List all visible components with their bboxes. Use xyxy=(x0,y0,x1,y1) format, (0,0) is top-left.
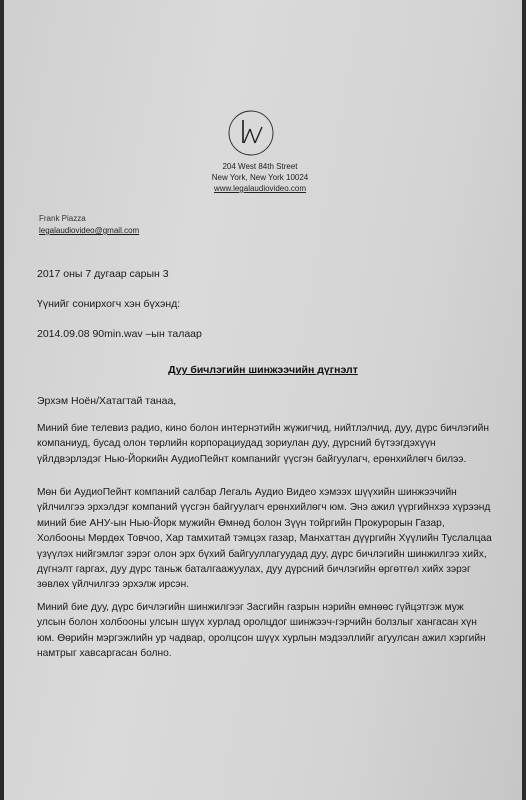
salutation: Эрхэм Ноён/Хатагтай танаа, xyxy=(37,395,177,407)
reference-line: 2014.09.08 90min.wav –ын талаар xyxy=(37,328,202,340)
paragraph-2: Мөн би АудиоПейнт компаний салбар Легаль Аудио Видео хэмээх шүүхийн шинжээчийн үйлчилгээ эрхэлдэг компаний үүсгэн байгуулагч ерөнхийлөгч юм. Энэ ажил үүргийнхээ хүрээнд миний бие АНУ-ын Нью-Йорк мужийн Өмнөд болон Зүүн тойргийн Прокурорын Газар, Холбооны Мөрдөх Товчоо, Хар тамхитай тэмцэх газар, Манхаттан дүүргийн Хүүлийн Туслалцаа үзүүлэх нийгэмлэг зэрэг олон эрх бүхий байгууллагуудад дуу, дүрс бичлэгийн шинжилгээ хийх, дүгнэлт гаргах, дуу дүрс таньж баталгаажуулах, дуу дүрсний бичлэгийн өргөтгөл хийх зэрэг зөвлөх үйлчилгээ эрхэлж ирсэн. xyxy=(37,487,492,591)
letter-date: 2017 оны 7 дугаар сарын 3 xyxy=(37,268,169,280)
lav-logo xyxy=(227,109,275,157)
paragraph-3: Миний бие дуу, дүрс бичлэгийн шинжилгээг Засгийн газрын нэрийн өмнөөс гүйцэтгэж муж улсын болон холбооны улсын шүүх хурлад оролцдог шинжээч-гэрчийн болзлыг хангасан хүн юм. Өөрийн мэргэжлийн ур чадвар, оролцсон шүүх хурлын мэдээллийг агуулсан ажил хэргийн намтрыг хавсаргасан болно. xyxy=(37,602,486,660)
addressee: Үүнийг сонирхогч хэн бүхэнд: xyxy=(37,298,181,310)
address-line-1: 204 West 84th Street xyxy=(222,162,298,171)
sender-block xyxy=(39,213,139,237)
letterhead-address xyxy=(154,161,366,194)
address-line-2: New York, New York 10024 xyxy=(211,173,309,182)
website-link[interactable]: www.legalaudiovideo.com xyxy=(213,184,307,193)
sender-email-link[interactable]: legalaudiovideo@gmail.com xyxy=(39,226,140,235)
letter-page xyxy=(4,0,522,800)
document-title: Дуу бичлэгийн шинжээчийн дүгнэлт xyxy=(168,364,358,376)
paragraph-1: Миний бие телевиз радио, кино болон интернэтийн жүжигчид, нийтлэлчид, дуу, дүрс бичлэгийн компаниуд, бусад олон төрлийн корпорациудад зориулан дуу, дүрсний бүтээгдэхүүн үйлдвэрлэдэг Нью-Йоркийн АудиоПейнт компанийг үүсгэн байгуулагч, ерөнхийлөгч билээ. xyxy=(37,423,489,465)
sender-name: Frank Piazza xyxy=(39,214,86,223)
